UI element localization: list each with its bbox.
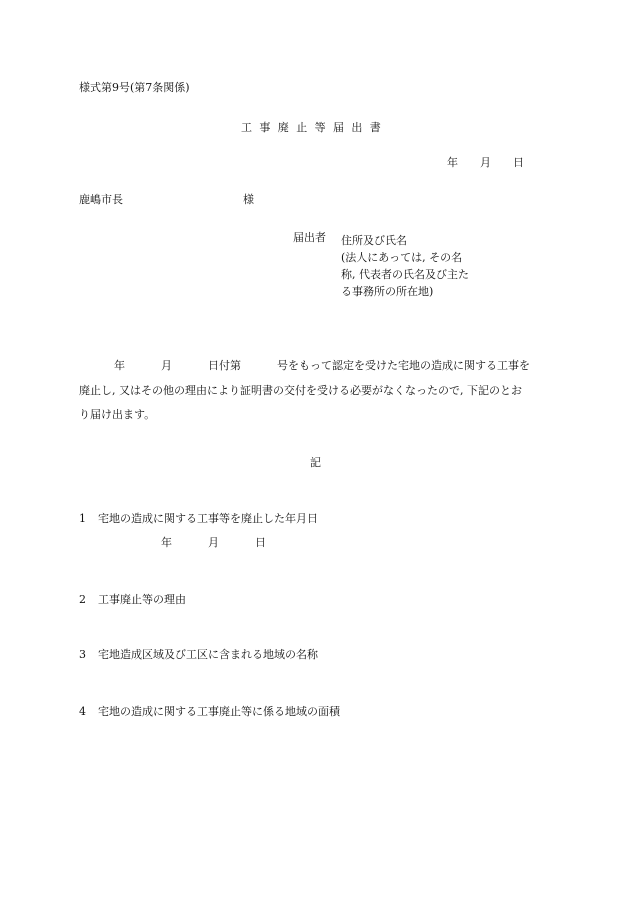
list-item (79, 649, 318, 660)
addressee (79, 193, 254, 206)
body-day-no: 日付第 (208, 359, 241, 372)
item1-year: 年 (161, 536, 172, 549)
body-line-1 (79, 354, 557, 379)
item1-date (161, 537, 266, 548)
body-line-3: り届け出ます。 (79, 408, 156, 421)
body-line-2: 廃止し, 又はその他の理由により証明書の交付を受ける必要がなくなったので, 下記のとお (79, 383, 522, 397)
item-number: 4 (79, 705, 86, 718)
list-item (79, 594, 186, 605)
item-text: 宅地の造成に関する工事廃止等に係る地域の面積 (98, 705, 340, 718)
applicant-block (341, 232, 469, 300)
submission-date (447, 157, 524, 168)
list-item (79, 513, 318, 524)
body-month: 月 (161, 359, 172, 372)
body-paragraph (79, 354, 557, 428)
item1-month: 月 (208, 536, 219, 549)
date-day: 日 (513, 156, 524, 169)
item-text: 宅地造成区域及び工区に含まれる地域の名称 (98, 648, 318, 661)
applicant-address-name: 住所及び氏名 (341, 234, 407, 247)
applicant-label: 届出者 (293, 231, 326, 244)
body-year: 年 (114, 359, 125, 372)
applicant-note-line: (法人にあっては, その名 (341, 251, 463, 264)
form-reference: 様式第9号(第7条関係) (79, 81, 190, 94)
document-title: 工事廃止等届出書 (241, 121, 389, 134)
item-number: 1 (79, 512, 86, 525)
list-item (79, 706, 340, 717)
date-year: 年 (447, 156, 458, 169)
item-text: 工事廃止等の理由 (98, 593, 186, 606)
applicant-note-line: 称, 代表者の氏名及び主た (341, 268, 469, 281)
ki-heading: 記 (310, 456, 321, 469)
item-number: 2 (79, 593, 86, 606)
item-text: 宅地の造成に関する工事等を廃止した年月日 (98, 512, 318, 525)
addressee-honorific: 様 (243, 193, 254, 206)
item1-day: 日 (255, 536, 266, 549)
applicant-note-line: る事務所の所在地) (341, 285, 434, 298)
date-month: 月 (480, 156, 491, 169)
body-rest: 号をもって認定を受けた宅地の造成に関する工事を (277, 359, 530, 372)
addressee-name: 鹿嶋市長 (79, 193, 123, 206)
item-number: 3 (79, 648, 86, 661)
